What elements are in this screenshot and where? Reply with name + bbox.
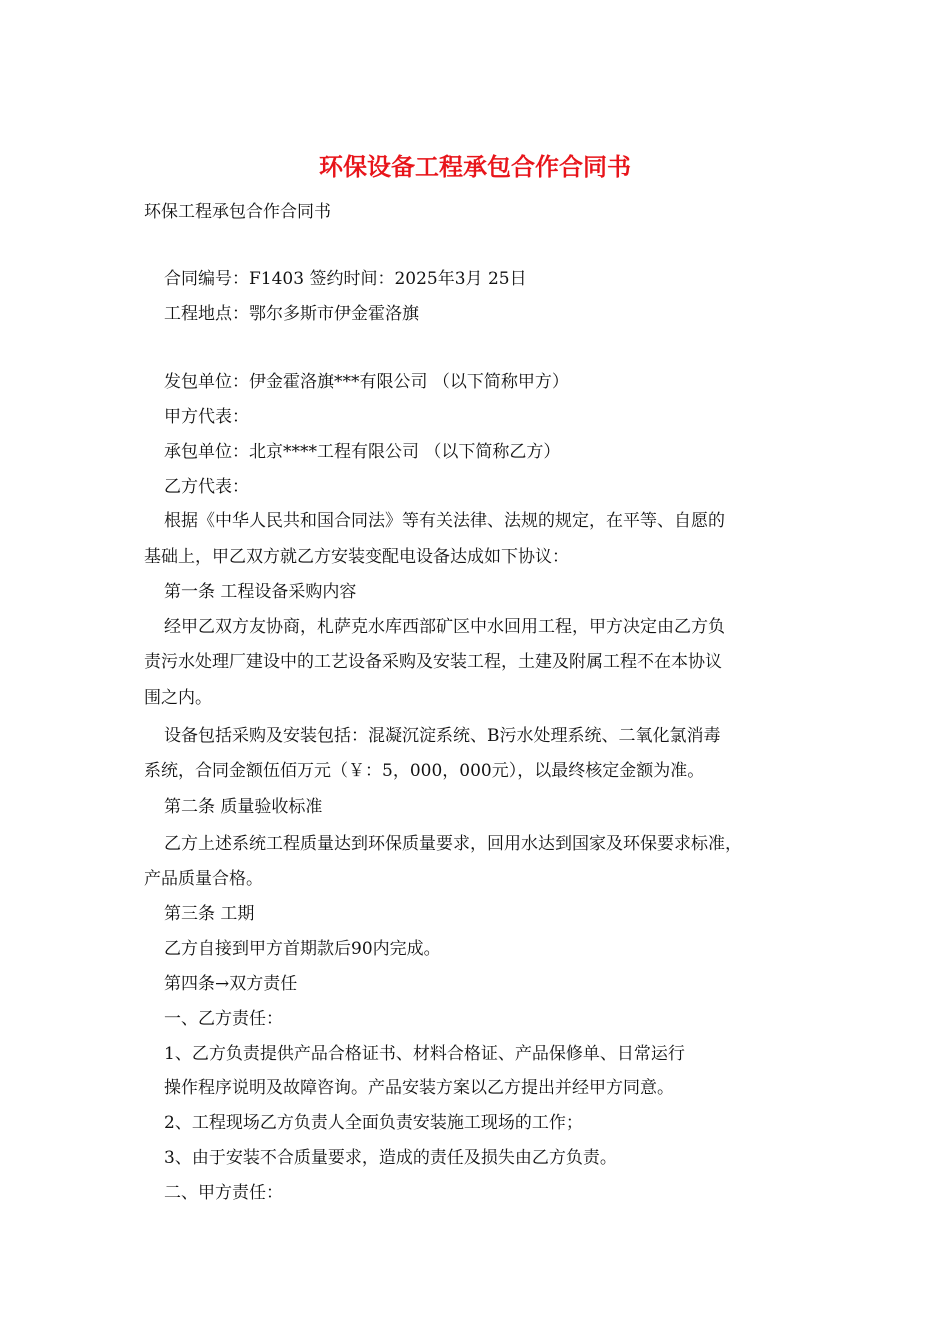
article-1-line-2: 责污水处理厂建设中的工艺设备采购及安装工程，土建及附属工程不在本协议 <box>144 652 722 672</box>
party-a-duties-heading: 二、甲方责任： <box>164 1183 283 1203</box>
party-b-rep-line: 乙方代表： <box>164 477 249 497</box>
article-1-heading: 第一条 工程设备采购内容 <box>164 582 357 602</box>
equipment-line-1: 设备包括采购及安装包括：混凝沉淀系统、B污水处理系统、二氧化氯消毒 <box>164 726 721 746</box>
contract-number-line: 合同编号：F1403 签约时间：2025年3月 25日 <box>164 269 527 289</box>
article-2-line-1: 乙方上述系统工程质量达到环保质量要求，回用水达到国家及环保要求标准， <box>164 834 742 854</box>
party-b-unit-line: 承包单位：北京****工程有限公司 （以下简称乙方） <box>164 442 561 462</box>
document-title: 环保设备工程承包合作合同书 <box>319 152 631 181</box>
party-b-duty-1-line-1: 1、乙方负责提供产品合格证书、材料合格证、产品保修单、日常运行 <box>164 1044 685 1064</box>
preamble-line-2: 基础上，甲乙双方就乙方安装变配电设备达成如下协议： <box>144 547 569 567</box>
party-b-duty-1-line-2: 操作程序说明及故障咨询。产品安装方案以乙方提出并经甲方同意。 <box>164 1078 674 1098</box>
party-a-unit-line: 发包单位：伊金霍洛旗***有限公司 （以下简称甲方） <box>164 372 569 392</box>
article-2-heading: 第二条 质量验收标准 <box>164 797 323 817</box>
article-4-heading: 第四条→双方责任 <box>164 974 298 994</box>
article-2-line-2: 产品质量合格。 <box>144 869 263 889</box>
equipment-line-2: 系统，合同金额伍佰万元（￥：5，000，000元），以最终核定金额为准。 <box>144 761 705 781</box>
party-b-duty-2: 2、工程现场乙方负责人全面负责安装施工现场的工作； <box>164 1113 583 1133</box>
article-3-heading: 第三条 工期 <box>164 904 255 924</box>
party-a-rep-line: 甲方代表： <box>164 407 249 427</box>
preamble-line-1: 根据《中华人民共和国合同法》等有关法律、法规的规定，在平等、自愿的 <box>164 511 725 531</box>
party-b-duties-heading: 一、乙方责任： <box>164 1009 283 1029</box>
article-3-line-1: 乙方自接到甲方首期款后90内完成。 <box>164 939 441 959</box>
project-location-line: 工程地点：鄂尔多斯市伊金霍洛旗 <box>164 304 419 324</box>
article-1-line-1: 经甲乙双方友协商，札萨克水库西部矿区中水回用工程，甲方决定由乙方负 <box>164 617 725 637</box>
party-b-duty-3: 3、由于安装不合质量要求，造成的责任及损失由乙方负责。 <box>164 1148 617 1168</box>
article-1-line-3: 围之内。 <box>144 688 212 708</box>
subtitle-line: 环保工程承包合作合同书 <box>144 202 331 222</box>
